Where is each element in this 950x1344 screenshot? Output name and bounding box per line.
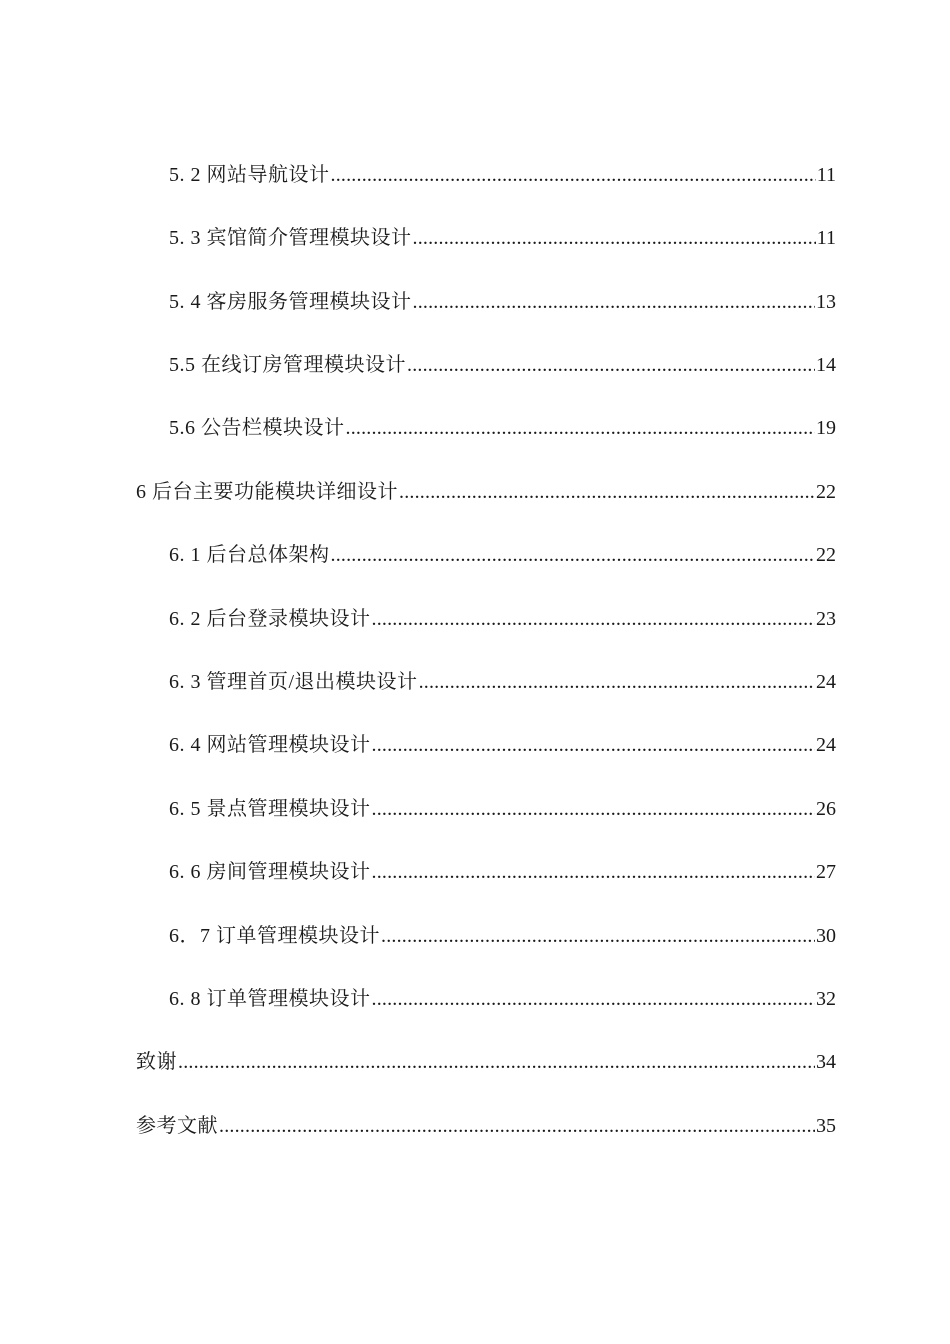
toc-entry[interactable] <box>169 727 836 757</box>
toc-dot-leader <box>372 607 816 631</box>
toc-page-number: 32 <box>816 988 836 1010</box>
toc-page-number: 19 <box>816 417 836 439</box>
toc-page-number: 22 <box>816 544 836 566</box>
toc-dot-leader <box>219 1114 815 1138</box>
toc-entry[interactable] <box>169 284 836 314</box>
toc-dot-leader <box>372 797 816 821</box>
toc-entry[interactable] <box>136 1044 836 1074</box>
toc-entry[interactable] <box>169 347 836 377</box>
toc-entry[interactable] <box>169 220 836 250</box>
toc-dot-leader <box>407 353 815 377</box>
toc-dot-leader <box>372 860 816 884</box>
toc-entry-title: 6. 6 房间管理模块设计 <box>169 861 371 883</box>
toc-dot-leader <box>399 480 815 504</box>
toc-entry-title: 5. 4 客房服务管理模块设计 <box>169 291 412 313</box>
toc-page-number: 23 <box>816 608 836 630</box>
toc-page-number: 27 <box>816 861 836 883</box>
toc-entry-title: 参考文献 <box>136 1115 218 1137</box>
toc-page-number: 14 <box>816 354 836 376</box>
toc-dot-leader <box>331 543 816 567</box>
toc-page-number: 24 <box>816 671 836 693</box>
toc-entry-title: 6. 3 管理首页/退出模块设计 <box>169 671 418 693</box>
toc-page-number: 13 <box>816 291 836 313</box>
toc-entry[interactable] <box>169 601 836 631</box>
toc-entry[interactable] <box>169 664 836 694</box>
toc-page-number: 11 <box>816 227 836 249</box>
toc-dot-leader <box>372 987 816 1011</box>
toc-entry[interactable] <box>169 410 836 440</box>
toc-entry-title: 6 后台主要功能模块详细设计 <box>136 481 398 503</box>
toc-entry-title: 5. 2 网站导航设计 <box>169 164 330 186</box>
toc-page-number: 35 <box>816 1115 836 1137</box>
toc-entry[interactable] <box>136 1108 836 1138</box>
toc-dot-leader <box>413 226 816 250</box>
toc-entry-title: 6. 1 后台总体架构 <box>169 544 330 566</box>
toc-entry-title: 6．7 订单管理模块设计 <box>169 925 380 947</box>
toc-entry-title: 6. 5 景点管理模块设计 <box>169 798 371 820</box>
toc-entry-title: 6. 4 网站管理模块设计 <box>169 734 371 756</box>
toc-dot-leader <box>372 733 816 757</box>
toc-page-number: 34 <box>816 1051 836 1073</box>
toc-entry[interactable] <box>169 918 836 948</box>
toc-page-number: 11 <box>816 164 836 186</box>
toc-dot-leader <box>413 290 816 314</box>
toc-page-number: 24 <box>816 734 836 756</box>
toc-page-number: 30 <box>816 925 836 947</box>
toc-page-number: 26 <box>816 798 836 820</box>
toc-dot-leader <box>331 163 816 187</box>
toc-entry[interactable] <box>169 791 836 821</box>
toc-entry-title: 5.5 在线订房管理模块设计 <box>169 354 406 376</box>
toc-dot-leader <box>346 416 816 440</box>
toc-entry-title: 6. 8 订单管理模块设计 <box>169 988 371 1010</box>
toc-entry[interactable] <box>169 157 836 187</box>
toc-dot-leader <box>419 670 815 694</box>
toc-dot-leader <box>381 924 815 948</box>
toc-dot-leader <box>178 1050 815 1074</box>
toc-entry-title: 5.6 公告栏模块设计 <box>169 417 345 439</box>
toc-page-number: 22 <box>816 481 836 503</box>
toc-entry-title: 6. 2 后台登录模块设计 <box>169 608 371 630</box>
toc-entry[interactable] <box>169 854 836 884</box>
toc-entry[interactable] <box>169 981 836 1011</box>
toc-entry-title: 5. 3 宾馆简介管理模块设计 <box>169 227 412 249</box>
toc-entry-title: 致谢 <box>136 1051 177 1073</box>
toc-entry[interactable] <box>136 474 836 504</box>
toc-entry[interactable] <box>169 537 836 567</box>
